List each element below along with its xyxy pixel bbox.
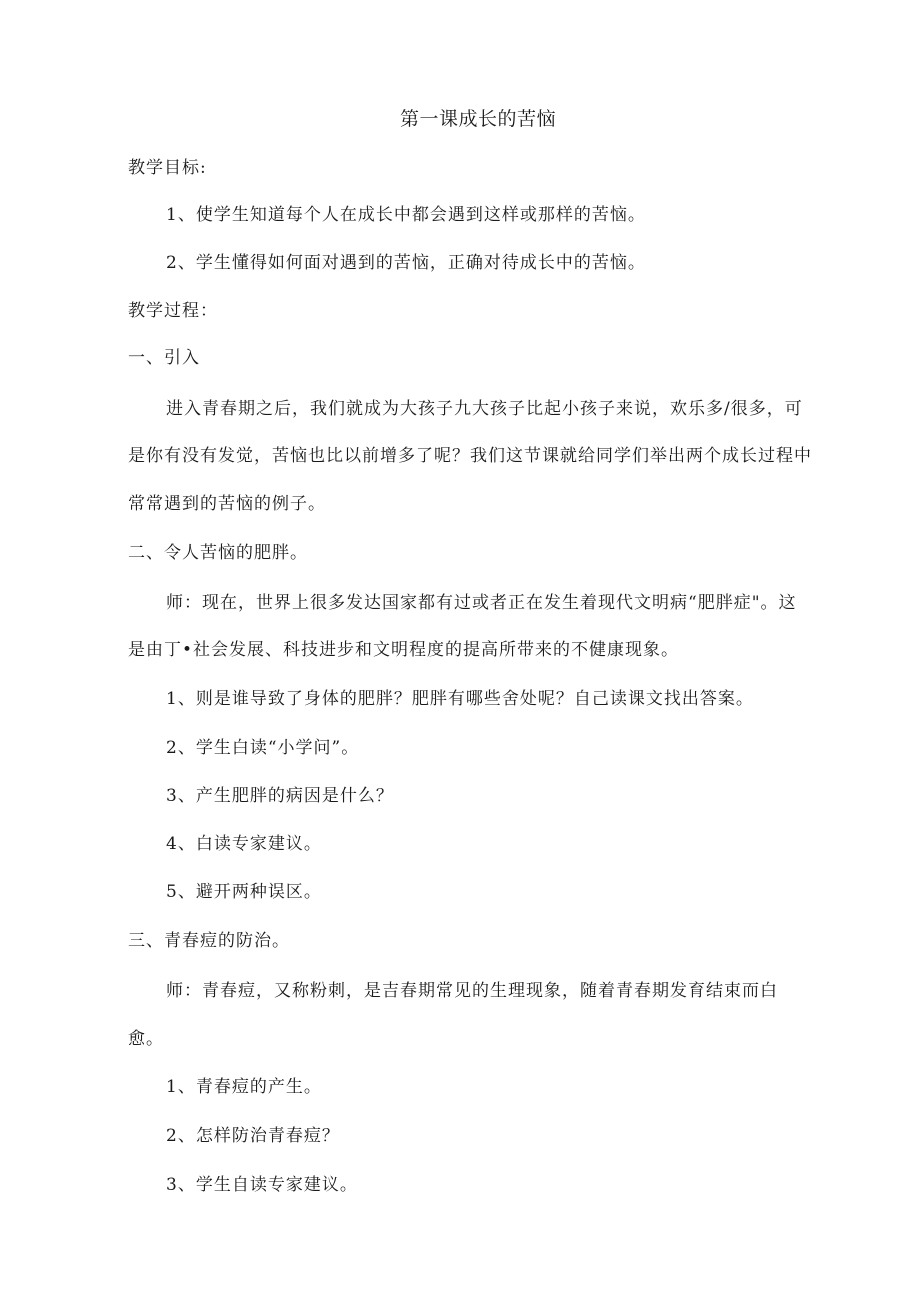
obesity-paragraph-line-1: 师：现在，世界上很多发达国家都有过或者正在发生着现代文明病“肥胖症"。这: [166, 593, 797, 613]
section-heading-obesity: 二、令人苦恼的肥胖。: [128, 543, 308, 563]
page-title: 第一课成长的苦恼: [399, 108, 556, 130]
acne-item-1: 1、青春痘的产生。: [166, 1077, 322, 1097]
section-heading-process: 教学过程：: [128, 301, 218, 321]
obesity-item-5: 5、避开两种误区。: [166, 882, 322, 902]
intro-paragraph-line-2: 是你有没有发觉，苦恼也比以前增多了呢？我们这节课就给同学们举出两个成长过程中: [128, 446, 812, 466]
intro-paragraph-line-3: 常常遇到的苦恼的例子。: [128, 494, 326, 514]
objective-item-2: 2、学生懂得如何面对遇到的苦恼，正确对待成长中的苦恼。: [166, 253, 646, 273]
intro-paragraph-line-1: 进入青春期之后，我们就成为大孩子九大孩子比起小孩子来说，欢乐多/很多，可: [166, 399, 803, 419]
acne-item-3: 3、学生自读专家建议。: [166, 1175, 358, 1195]
section-heading-acne: 三、青春痘的防治。: [128, 931, 290, 951]
acne-paragraph-line-1: 师：青春痘，又称粉刺，是吉春期常见的生理现象，随着青春期发育结束而白: [166, 981, 778, 1001]
obesity-item-1: 1、则是谁导致了身体的肥胖？肥胖有哪些舍处呢？自己读课文找出答案。: [166, 689, 754, 709]
obesity-item-3: 3、产生肥胖的病因是什么？: [166, 786, 394, 806]
acne-paragraph-line-2: 愈。: [128, 1029, 164, 1049]
section-heading-objectives: 教学目标:: [128, 158, 207, 178]
section-heading-intro: 一、引入: [128, 348, 200, 368]
acne-item-2: 2、怎样防治青春痘？: [166, 1126, 340, 1146]
obesity-paragraph-line-2: 是由丁•社会发展、科技进步和文明程度的提高所带来的不健康现象。: [128, 640, 680, 660]
obesity-item-2: 2、学生白读“小学问”。: [166, 738, 360, 758]
objective-item-1: 1、使学生知道每个人在成长中都会遇到这样或那样的苦恼。: [166, 205, 646, 225]
obesity-item-4: 4、白读专家建议。: [166, 834, 322, 854]
